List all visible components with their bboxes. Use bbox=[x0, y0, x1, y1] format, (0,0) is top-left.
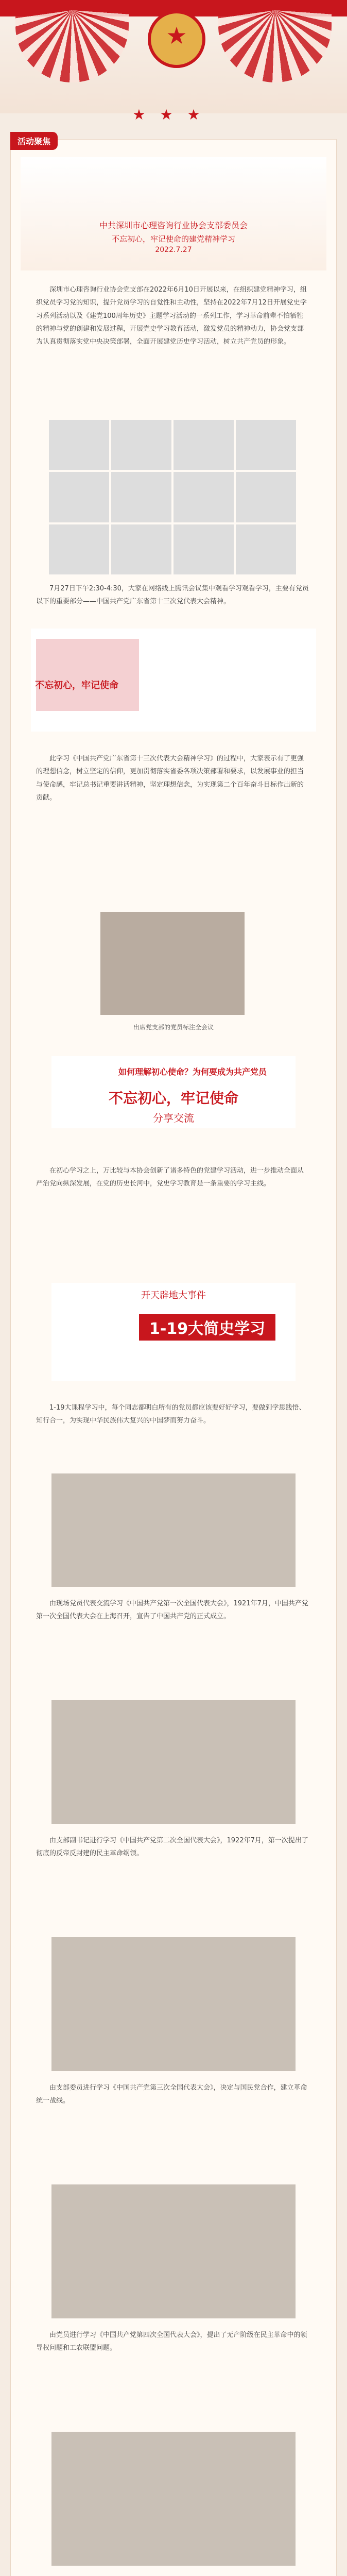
star-row: ★★★ bbox=[132, 106, 215, 123]
video-tile bbox=[111, 524, 171, 574]
history-question: 开天辟地大事件 bbox=[141, 1290, 206, 1301]
sharing-question: 如何理解初心使命？为何要成为共产党员 bbox=[118, 1067, 267, 1077]
paragraph-8: 由支部委员进行学习《中国共产党第三次全国代表大会》，决定与国民党合作，建立革命统一战线。 bbox=[36, 2084, 307, 2105]
paragraph-9: 由党员进行学习《中国共产党第四次全国代表大会》，提出了无产阶级在民主革命中的领导权问题和工农联盟问题。 bbox=[36, 2331, 307, 2352]
sharing-subtitle: 分享交流 bbox=[153, 1112, 194, 1124]
paragraph-7: 由支部副书记进行学习《中国共产党第二次全国代表大会》，1922年7月，第一次提出了彻底的反帝反封建的民主革命纲领。 bbox=[36, 1837, 308, 1858]
video-tile bbox=[173, 472, 234, 522]
congress-4-image bbox=[51, 2184, 296, 2318]
header-date: 2022.7.27 bbox=[155, 246, 192, 254]
video-tile bbox=[49, 420, 109, 470]
history-title: 1-19大简史学习 bbox=[139, 1314, 275, 1341]
star-icon: ★ bbox=[166, 22, 187, 49]
party-banner-image bbox=[31, 629, 316, 732]
video-tile bbox=[173, 420, 234, 470]
video-meeting-grid bbox=[49, 420, 296, 574]
paragraph-3: 此学习《中国共产党广东省第十三次代表大会精神学习》的过程中，大家表示有了更强的理想信念，树立坚定的信仰，更加贯彻落实省委各项决策部署和要求，以发展事业的担当与使命感，牢记总书记重要讲话精神，坚定理想信念，为实现第二个百年奋斗目标作出新的贡献。 bbox=[36, 755, 304, 802]
paragraph-5: 1-19大课程学习中，每个同志都明白所有的党员都应该要好好学习，要做到学思践悟、知行合一，为实现中华民族伟大复兴的中国梦而努力奋斗。 bbox=[36, 1404, 306, 1425]
congress-5-image bbox=[51, 2432, 296, 2566]
video-tile bbox=[111, 420, 171, 470]
history-banner bbox=[51, 1283, 296, 1381]
paragraph-6: 由现场党员代表交流学习《中国共产党第一次全国代表大会》，1921年7月，中国共产党第一次全国代表大会在上海召开，宣告了中国共产党的正式成立。 bbox=[36, 1600, 308, 1621]
video-tile bbox=[236, 420, 296, 470]
sharing-banner bbox=[51, 1056, 296, 1128]
banner bbox=[0, 0, 347, 123]
photo-caption: 出席党支部的党员标注全会议 bbox=[133, 1024, 214, 1031]
party-icon bbox=[36, 639, 139, 711]
paragraph-4: 在初心学习之上，万比较与本协会创新了诸多特色的党建学习活动，进一步推动全面从严治党向纵深发展，在党的历史长河中，党史学习教育是一条重要的学习主线。 bbox=[36, 1167, 304, 1188]
video-tile bbox=[49, 472, 109, 522]
paragraph-2: 7月27日下午2:30-4:30，大家在网络线上腾讯会议集中观看学习观看学习，主要有党员以下的重要部分——中国共产党广东省第十三次党代表大会精神。 bbox=[36, 585, 309, 606]
header-subtitle: 不忘初心，牢记使命的建党精神学习 bbox=[111, 234, 235, 244]
video-tile bbox=[49, 524, 109, 574]
video-tile bbox=[236, 524, 296, 574]
video-tile bbox=[236, 472, 296, 522]
congress-2-image bbox=[51, 1700, 296, 1824]
header-graphic bbox=[21, 157, 326, 270]
sharing-title: 不忘初心，牢记使命 bbox=[108, 1090, 238, 1107]
section-tag: 活动聚焦 bbox=[10, 132, 58, 150]
meeting-photo bbox=[100, 912, 245, 1015]
header-title: 中共深圳市心理咨询行业协会支部委员会 bbox=[99, 221, 248, 230]
video-tile bbox=[111, 472, 171, 522]
right-flag-fan bbox=[218, 10, 332, 82]
congress-1-image bbox=[51, 1473, 296, 1587]
paragraph-1: 深圳市心理咨询行业协会党支部在2022年6月10日开展以来，在组织建党精神学习，组织党员学习党的知识，提升党员学习的自觉性和主动性，坚持在2022年7月12日开展党史学习系列活动以及《建党100周年历史》主题学习活动的一系列工作，学习革命前辈不怕牺牲的精神与党的创建和发展过程，开展党史学习教育活动，激发党员的精神动力，协会党支部为认真贯彻落实党中央决策部署，全面开展建党历史学习活动，树立共产党员的形象。 bbox=[36, 286, 307, 346]
congress-3-image bbox=[51, 1937, 296, 2071]
video-tile bbox=[173, 524, 234, 574]
left-flag-fan bbox=[15, 10, 129, 82]
banner-label: 不忘初心，牢记使命 bbox=[35, 680, 118, 691]
party-emblem bbox=[148, 10, 205, 68]
